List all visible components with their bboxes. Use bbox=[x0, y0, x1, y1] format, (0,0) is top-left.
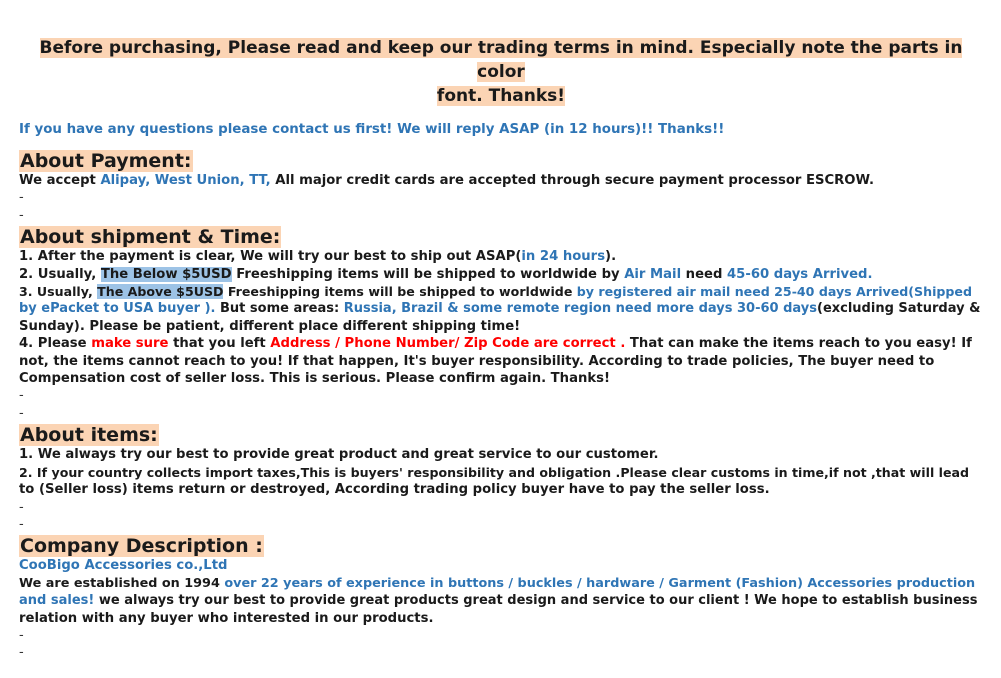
shipment-item-1-c: ). bbox=[605, 249, 617, 265]
shipment-item-2-a: 2. Usually, bbox=[19, 266, 101, 282]
company-desc-2-a: and sales! bbox=[19, 593, 95, 609]
shipment-item-3-a: 3. Usually, bbox=[19, 284, 98, 300]
shipment-item-3 bbox=[19, 283, 983, 300]
shipment-item-3-f: But some areas: bbox=[215, 301, 344, 317]
shipment-item-4-cont: not, the items cannot reach to you! If that happen, It's buyer responsibility. According to trade policies, The buyer need to bbox=[19, 353, 935, 369]
shipment-item-2-e: need bbox=[681, 266, 727, 282]
shipment-item-2-c: Freeshipping items will be shipped to worldwide by bbox=[231, 266, 625, 282]
payment-text bbox=[19, 172, 983, 189]
shipment-item-3-c: Freeshipping items will be shipped to worldwide bbox=[223, 284, 577, 300]
shipment-item-4-cont-2: Compensation cost of seller loss. This is serious. Please confirm again. Thanks! bbox=[19, 371, 610, 387]
payment-section bbox=[19, 150, 983, 224]
items-item-1: 1. We always try our best to provide great product and great service to our customer. bbox=[19, 447, 659, 463]
divider-dash: - bbox=[19, 190, 24, 206]
intro-notice bbox=[19, 36, 983, 108]
shipment-item-4-e: That can make the items reach to you easy! If bbox=[625, 336, 972, 352]
payment-heading: About Payment: bbox=[20, 150, 192, 172]
shipment-item-3-cont-2: Sunday). Please be patient, different place different shipping time! bbox=[19, 318, 521, 334]
divider-dash: - bbox=[19, 516, 24, 532]
divider-dash: - bbox=[19, 645, 24, 661]
company-desc-1-a: We are established on 1994 bbox=[19, 575, 225, 591]
shipment-item-4-b: make sure bbox=[91, 336, 169, 352]
company-desc-1 bbox=[19, 575, 983, 592]
company-desc-1-b: over 22 years of experience in buttons / buckles / hardware / Garment (Fashion) Accessories production bbox=[224, 575, 976, 591]
contact-notice: If you have any questions please contact us first! We will reply ASAP (in 12 hours)!! Thanks!! bbox=[19, 122, 725, 137]
shipment-heading: About shipment & Time: bbox=[20, 226, 281, 249]
divider-dash: - bbox=[19, 405, 24, 421]
shipment-item-3-g: Russia, Brazil & some remote region need more days 30-60 days bbox=[343, 301, 817, 317]
divider-dash: - bbox=[19, 627, 24, 643]
company-desc-2-b: we always try our best to provide great products great design and service to our client ! We hope to establish business bbox=[94, 593, 978, 609]
company-name: CooBigo Accessories co.,Ltd bbox=[19, 558, 228, 574]
shipment-item-1 bbox=[19, 248, 983, 265]
shipment-item-3-cont bbox=[19, 300, 983, 317]
items-heading: About items: bbox=[20, 424, 158, 447]
shipment-item-4-c: that you left bbox=[168, 336, 271, 352]
intro-line-2: font. Thanks! bbox=[436, 86, 566, 106]
items-item-2: 2. If your country collects import taxes,This is buyers' responsibility and obligation .Please clear customs in time,if not ,that will lead bbox=[19, 464, 970, 480]
shipment-item-3-e: by ePacket to USA buyer ). bbox=[19, 301, 216, 317]
shipment-item-1-a: 1. After the payment is clear, We will try our best to ship out ASAP( bbox=[19, 249, 522, 265]
shipment-item-4-d: Address / Phone Number/ Zip Code are correct . bbox=[270, 336, 626, 352]
payment-methods: Alipay, West Union, TT, bbox=[100, 173, 271, 188]
divider-dash: - bbox=[19, 207, 24, 223]
items-section bbox=[19, 424, 983, 533]
shipment-item-1-b: in 24 hours bbox=[521, 249, 606, 265]
items-item-2-cont: to (Seller loss) items return or destroyed, According trading policy buyer have to pay the seller loss. bbox=[19, 482, 770, 498]
shipment-item-2-f: 45-60 days Arrived. bbox=[727, 266, 873, 282]
divider-dash: - bbox=[19, 499, 24, 515]
shipment-item-4-a: 4. Please bbox=[19, 336, 92, 352]
payment-text-b: All major credit cards are accepted through secure payment processor ESCROW. bbox=[270, 173, 875, 188]
divider-dash: - bbox=[19, 388, 24, 404]
shipment-item-2 bbox=[19, 266, 983, 283]
payment-text-a: We accept bbox=[19, 173, 101, 188]
shipment-item-3-d: by registered air mail need 25-40 days Arrived(Shipped bbox=[576, 284, 972, 300]
company-section bbox=[19, 535, 983, 661]
company-desc-3: relation with any buyer who interested in our products. bbox=[19, 610, 434, 626]
shipment-item-4 bbox=[19, 335, 983, 352]
above-5usd-highlight: The Above $5USD bbox=[97, 284, 224, 300]
company-desc-2 bbox=[19, 592, 983, 609]
shipment-item-2-d: Air Mail bbox=[624, 266, 682, 282]
company-heading: Company Description : bbox=[20, 535, 263, 558]
shipment-section bbox=[19, 226, 983, 422]
intro-line-1: Before purchasing, Please read and keep our trading terms in mind. Especially note the parts in color bbox=[39, 38, 963, 82]
shipment-item-3-h: (excluding Saturday & bbox=[817, 301, 981, 317]
below-5usd-highlight: The Below $5USD bbox=[100, 266, 232, 282]
